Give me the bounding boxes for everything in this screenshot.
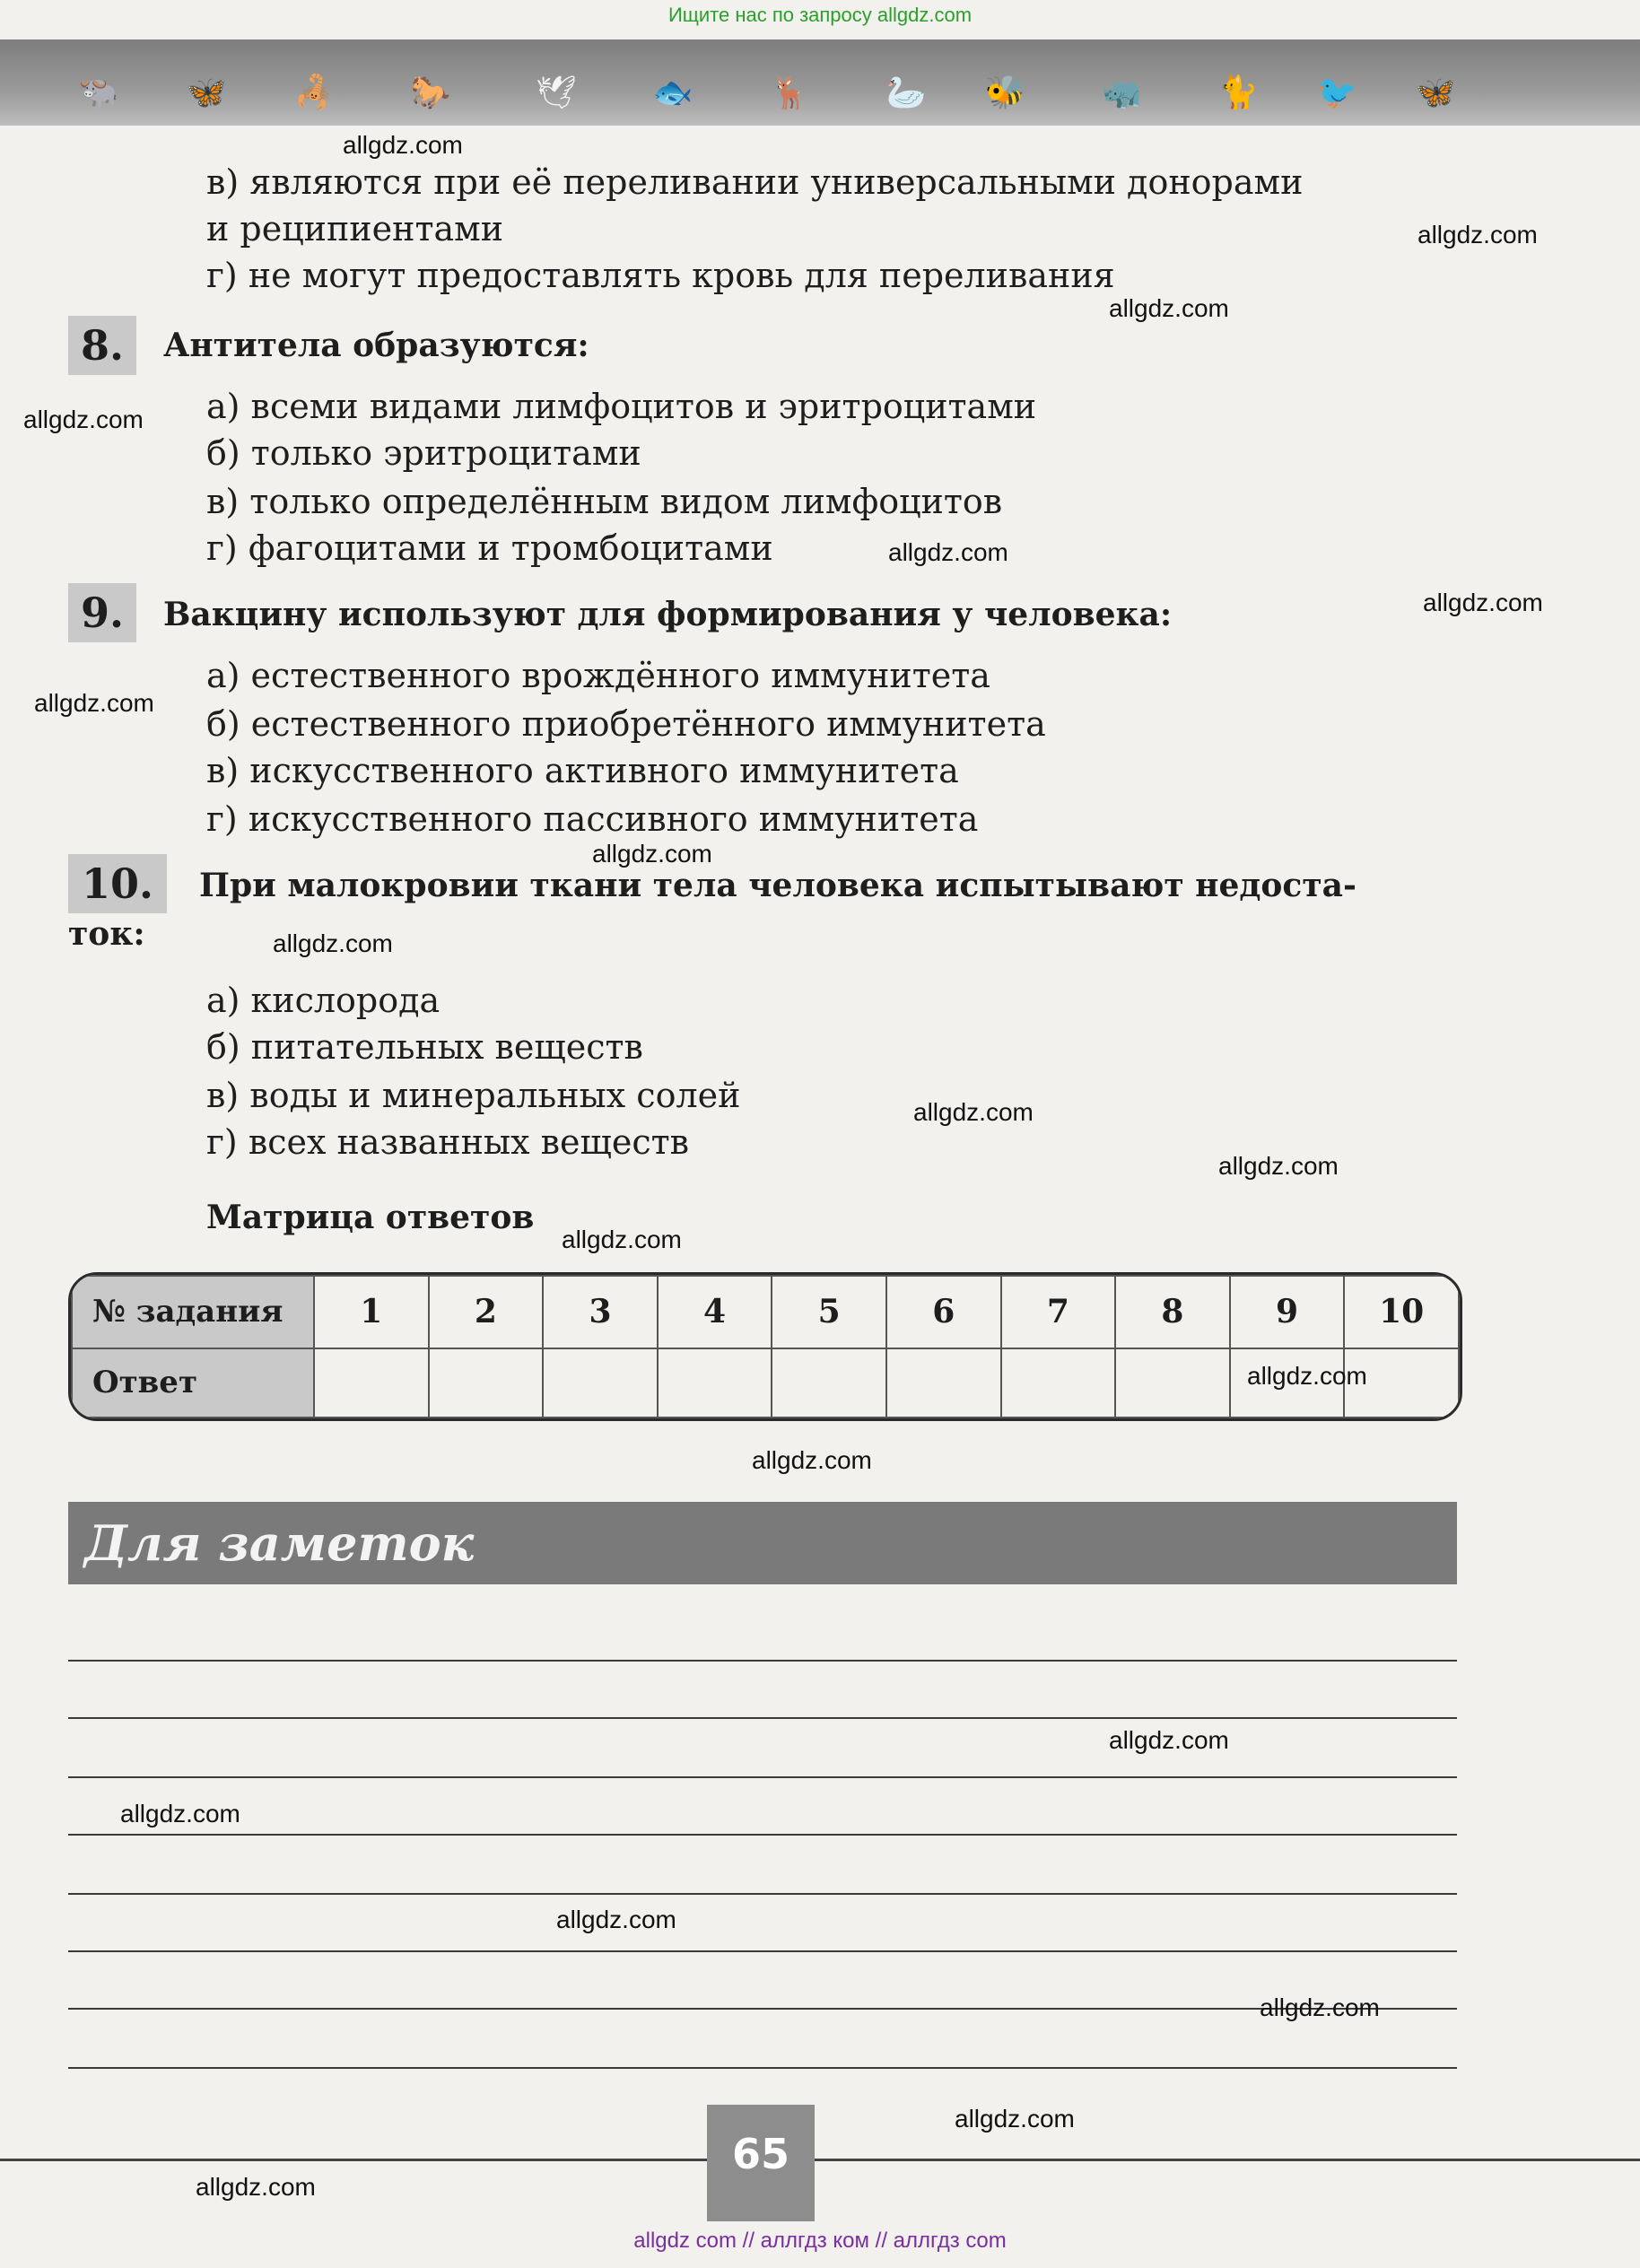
watermark: allgdz.com [955,2105,1075,2133]
notes-line [68,1776,1457,1778]
q9-option-a: а) естественного врождённого иммунитета [206,656,990,695]
q10-option-c: в) воды и минеральных солей [206,1076,741,1115]
moth-icon: 🦋 [1415,74,1456,111]
q8-number: 8. [68,316,136,375]
watermark: allgdz.com [343,131,463,159]
notes-header: Для заметок [68,1502,1457,1584]
watermark: allgdz.com [913,1098,1034,1126]
bird-icon: 🕊 [536,74,577,111]
matrix-answer-cell[interactable] [1001,1348,1116,1418]
horse-icon: 🐎 [410,74,451,111]
notes-line [68,1893,1457,1895]
q7-option-d: г) не могут предоставлять кровь для переливания [206,256,1115,295]
matrix-task-number: 10 [1344,1276,1459,1348]
watermark: allgdz.com [196,2173,316,2201]
bee-icon: 🐝 [984,74,1025,111]
watermark: allgdz.com [1423,589,1543,616]
matrix-answer-cell[interactable] [314,1348,429,1418]
matrix-answer-cell[interactable] [886,1348,1001,1418]
q8-option-a: а) всеми видами лимфоцитов и эритроцитами [206,387,1037,426]
q8-option-b: б) только эритроцитами [206,433,641,473]
q7-option-c: в) являются при её переливании универсальными донорами [206,162,1304,202]
butterfly-icon: 🦋 [186,74,227,111]
q10-text: При малокровии ткани тела человека испытывают недоста- [199,867,1356,904]
matrix-answer-cell[interactable] [1115,1348,1230,1418]
matrix-answer-label: Ответ [72,1348,314,1418]
footer-rule [0,2159,1640,2161]
notes-line [68,2067,1457,2069]
matrix-task-number: 3 [543,1276,658,1348]
watermark: allgdz.com [34,689,154,717]
watermark: allgdz.com [562,1226,682,1253]
watermark: allgdz.com [1260,1993,1380,2021]
q9-text: Вакцину используют для формирования у человека: [163,596,1173,633]
watermark: allgdz.com [1109,294,1229,322]
header-link[interactable]: Ищите нас по запросу allgdz.com [667,4,973,26]
watermark: allgdz.com [752,1446,872,1474]
watermark: allgdz.com [888,538,1008,566]
watermark: allgdz.com [1109,1726,1229,1754]
watermark: allgdz.com [23,406,144,433]
matrix-task-number: 1 [314,1276,429,1348]
matrix-task-number: 2 [429,1276,544,1348]
watermark: allgdz.com [592,840,712,868]
q10-text-cont: ток: [68,915,145,953]
watermark: allgdz.com [1218,1152,1339,1180]
matrix-answer-cell[interactable] [429,1348,544,1418]
matrix-title: Матрица ответов [206,1199,535,1236]
matrix-answer-cell[interactable] [658,1348,772,1418]
watermark: allgdz.com [1247,1362,1367,1390]
q9-option-b: б) естественного приобретённого иммунитета [206,704,1046,744]
scorpion-icon: 🦂 [293,74,335,111]
q10-option-d: г) всех названных веществ [206,1122,690,1162]
q9-number: 9. [68,583,136,642]
matrix-task-label: № задания [72,1276,314,1348]
page-number: 65 [707,2105,815,2221]
watermark: allgdz.com [273,929,393,957]
matrix-task-number: 7 [1001,1276,1116,1348]
q9-option-d: г) искусственного пассивного иммунитета [206,799,979,839]
matrix-task-number: 9 [1230,1276,1345,1348]
running-bird-icon: 🐦 [1316,74,1357,111]
q10-number: 10. [68,854,167,913]
watermark: allgdz.com [120,1800,240,1827]
heron-icon: 🦢 [885,74,927,111]
matrix-task-number: 4 [658,1276,772,1348]
cat-icon: 🐈 [1217,74,1259,111]
q8-option-c: в) только определённым видом лимфоцитов [206,482,1003,521]
notes-line [68,2008,1457,2010]
watermark: allgdz.com [556,1906,676,1933]
matrix-task-number: 5 [772,1276,886,1348]
footer-link[interactable]: allgdz com // аллгдз ком // аллгдз com [633,2229,1007,2253]
matrix-task-number: 8 [1115,1276,1230,1348]
matrix-answer-cell[interactable] [543,1348,658,1418]
q8-option-d: г) фагоцитами и тромбоцитами [206,528,773,568]
q10-option-b: б) питательных веществ [206,1027,643,1067]
notes-line [68,1834,1457,1836]
notes-line [68,1717,1457,1719]
matrix-task-number: 6 [886,1276,1001,1348]
notes-line [68,1950,1457,1952]
animal-banner [0,39,1640,126]
notes-line [68,1660,1457,1662]
answer-matrix [68,1272,1462,1421]
deer-icon: 🦌 [769,74,810,111]
q9-option-c: в) искусственного активного иммунитета [206,751,959,790]
q7-option-c-cont: и реципиентами [206,209,504,249]
matrix-answer-cell[interactable] [772,1348,886,1418]
bison-icon: 🐃 [78,74,119,111]
q10-option-a: а) кислорода [206,981,441,1020]
watermark: allgdz.com [1418,221,1538,249]
fish-icon: 🐟 [652,74,694,111]
rhino-icon: 🦏 [1101,74,1142,111]
q8-text: Антитела образуются: [163,327,589,364]
